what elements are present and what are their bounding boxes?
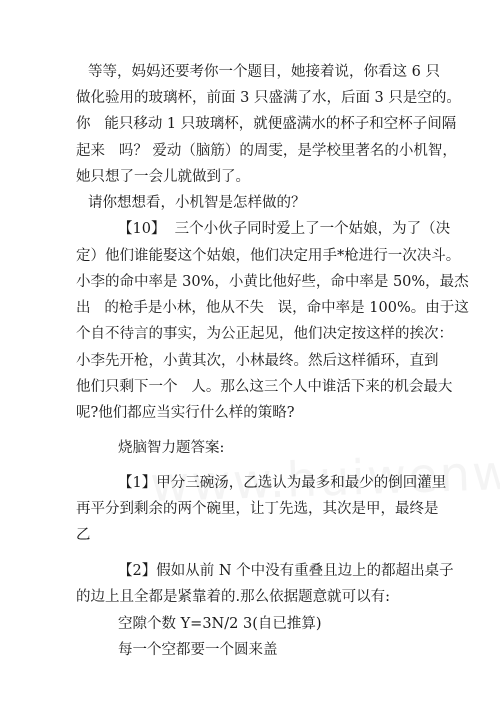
text-line-17: 再平分到剩余的两个碗里，让丁先选，其次是甲，最终是 [76,501,439,517]
text-line-21: 空隙个数 Y=3N/2 3(自已推算) [118,616,322,632]
text-line-20: 的边上且全都是紧靠着的.那么依据题意就可以有: [76,589,390,605]
text-line-18: 乙 [76,527,91,543]
text-line-4: 起来 吗？ 爱动（脑筋）的周雯，是学校里著名的小机智， [76,143,457,159]
text-line-22: 每一个空都要一个圆来盖 [118,642,278,658]
text-line-7: 【10】 三个小伙子同时爱上了一个姑娘，为了（决 [118,221,451,237]
text-line-14: 呢?他们都应当实行什么样的策略? [76,405,295,421]
text-line-11: 个自不待言的事实，为公正起见，他们决定按这样的挨次： [76,326,453,342]
text-line-16: 【1】甲分三碗汤，乙选认为最多和最少的倒回灌里 [118,475,447,491]
text-line-13: 他们只剩下一个 人。那么这三个人中谁活下来的机会最大 [76,379,453,395]
text-line-3: 你 能只移动 1 只玻璃杯，就便盛满水的杯子和空杯子间隔 [76,116,457,132]
text-line-12: 小李先开枪，小黄其次，小林最终。然后这样循环，直到 [76,353,439,369]
text-line-5: 她只想了一会儿就做到了。 [76,169,250,185]
text-line-15: 烧脑智力题答案: [118,440,225,456]
text-line-6: 请你想想看，小机智是怎样做的？ [88,195,306,211]
text-line-9: 小李的命中率是 30%，小黄比他好些，命中率是 50%，最杰 [76,274,469,290]
text-line-19: 【2】假如从前 N 个中没有重叠且边上的都超出桌子 [118,563,454,579]
text-line-2: 做化验用的玻璃杯，前面 3 只盛满了水，后面 3 只是空的。 [76,90,461,106]
text-line-8: 定）他们谁能娶这个姑娘，他们决定用手*枪进行一次决斗。 [76,248,461,264]
text-line-10: 出 的枪手是小林，他从不失 误，命中率是 100%。由于这 [76,300,469,316]
text-line-1: 等等，妈妈还要考你一个题目，她接着说，你看这 6 只 [88,64,440,80]
